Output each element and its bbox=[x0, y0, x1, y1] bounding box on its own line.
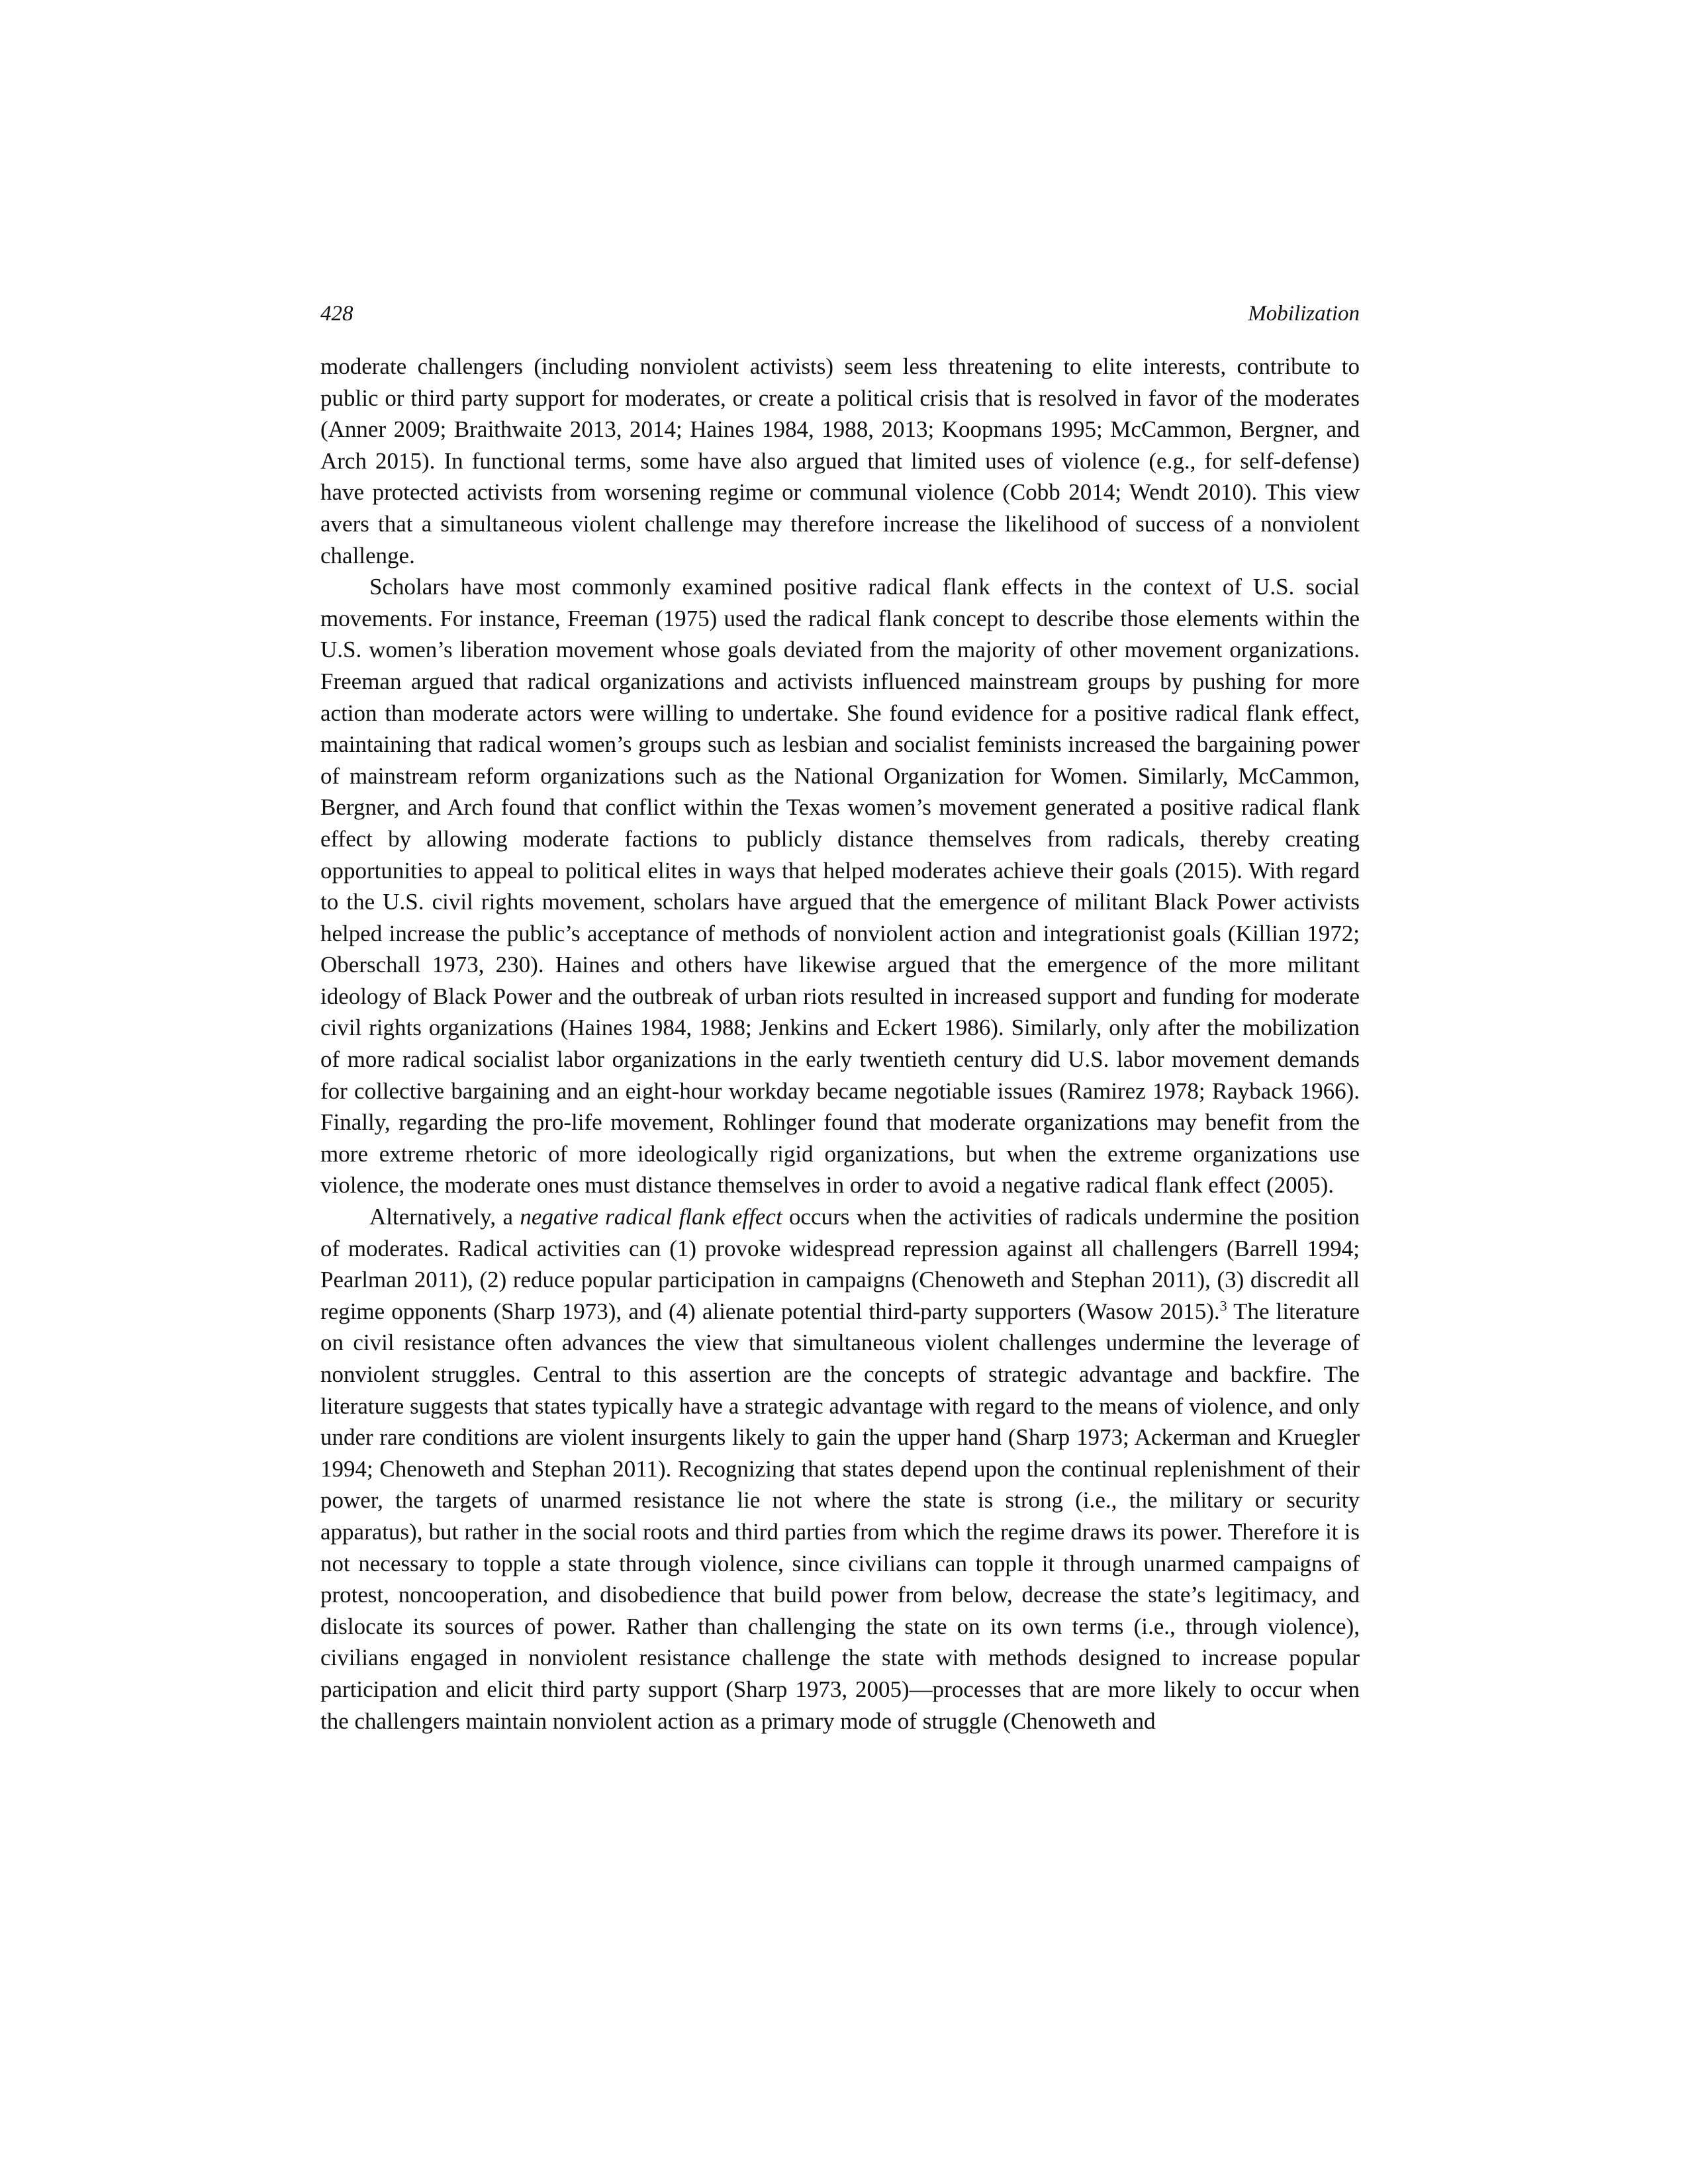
body-text bbox=[320, 351, 1360, 1737]
paragraph-2 bbox=[320, 571, 1360, 1201]
paragraph-1 bbox=[320, 351, 1360, 571]
footnote-marker[interactable]: 3 bbox=[1219, 1297, 1227, 1314]
running-head: Mobilization bbox=[1248, 302, 1360, 326]
page-number: 428 bbox=[320, 302, 353, 326]
paragraph-text: occurs when the activities of radicals undermine the position of moderates. Radical activities can (1) provoke widespread repression against all challengers (Barrell 1994; Pearlman 2011), (2) reduce popular participation in campaigns (Chenoweth and Stephan 2011), (3) discredit all regime opponents (Sharp 1973), and (4) alienate potential third-party supporters (Wasow 2015). bbox=[320, 1204, 1360, 1324]
paragraph-3 bbox=[320, 1201, 1360, 1737]
paragraph-text: The literature on civil resistance often advances the view that simultaneous violent challenges undermine the leverage of nonviolent struggles. Central to this assertion are the concepts of strategic advantage and backfire. The literature suggests that states typically have a strategic advantage with regard to the means of violence, and only under rare conditions are violent insurgents likely to gain the upper hand (Sharp 1973; Ackerman and Kruegler 1994; Chenoweth and Stephan 2011). Recognizing that states depend upon the continual replenishment of their power, the targets of unarmed resistance lie not where the state is strong (i.e., the military or security apparatus), but rather in the social roots and third parties from which the regime draws its power. Therefore it is not necessary to topple a state through violence, since civilians can topple it through unarmed campaigns of protest, noncooperation, and disobedience that build power from below, decrease the state’s legitimacy, and dislocate its sources of power. Rather than challenging the state on its own terms (i.e., through violence), civilians engaged in nonviolent resistance challenge the state with methods designed to increase popular participation and elicit third party support (Sharp 1973, 2005)—processes that are more likely to occur when the challengers maintain nonviolent action as a primary mode of struggle (Chenoweth and bbox=[320, 1298, 1360, 1734]
paragraph-text: Alternatively, a bbox=[369, 1204, 520, 1230]
paragraph-text: Scholars have most commonly examined positive radical flank effects in the context of U.S. social movements. For instance, Freeman (1975) used the radical flank concept to describe those elements within the U.S. women’s liberation movement whose goals deviated from the majority of other movement organizations. Freeman argued that radical organizations and activists influenced mainstream groups by pushing for more action than moderate actors were willing to undertake. She found evidence for a positive radical flank effect, maintaining that radical women’s groups such as lesbian and socialist feminists increased the bargaining power of mainstream reform organizations such as the National Organization for Women. Similarly, McCammon, Bergner, and Arch found that conflict within the Texas women’s movement generated a positive radical flank effect by allowing moderate factions to publicly distance themselves from radicals, thereby creating opportunities to appeal to political elites in ways that helped moderates achieve their goals (2015). With regard to the U.S. civil rights movement, scholars have argued that the emergence of militant Black Power activists helped increase the public’s acceptance of methods of nonviolent action and integrationist goals (Killian 1972; Oberschall 1973, 230). Haines and others have likewise argued that the emergence of the more militant ideology of Black Power and the outbreak of urban riots resulted in increased support and funding for moderate civil rights organizations (Haines 1984, 1988; Jenkins and Eckert 1986). Similarly, only after the mobilization of more radical socialist labor organizations in the early twentieth century did U.S. labor movement demands for collective bargaining and an eight-hour workday became negotiable issues (Ramirez 1978; Rayback 1966). Finally, regarding the pro-life movement, Rohlinger found that moderate organizations may benefit from the more extreme rhetoric of more ideologically rigid organizations, but when the extreme organizations use violence, the moderate ones must distance themselves in order to avoid a negative radical flank effect (2005). bbox=[320, 574, 1360, 1199]
paragraph-text: moderate challengers (including nonviolent activists) seem less threatening to elite interests, contribute to public or third party support for moderates, or create a political crisis that is resolved in favor of the moderates (Anner 2009; Braithwaite 2013, 2014; Haines 1984, 1988, 2013; Koopmans 1995; McCammon, Bergner, and Arch 2015). In functional terms, some have also argued that limited uses of violence (e.g., for self-defense) have protected activists from worsening regime or communal violence (Cobb 2014; Wendt 2010). This view avers that a simultaneous violent challenge may therefore increase the likelihood of success of a nonviolent challenge. bbox=[320, 353, 1360, 569]
italic-term: negative radical flank effect bbox=[520, 1204, 782, 1230]
page-header bbox=[320, 296, 1360, 331]
